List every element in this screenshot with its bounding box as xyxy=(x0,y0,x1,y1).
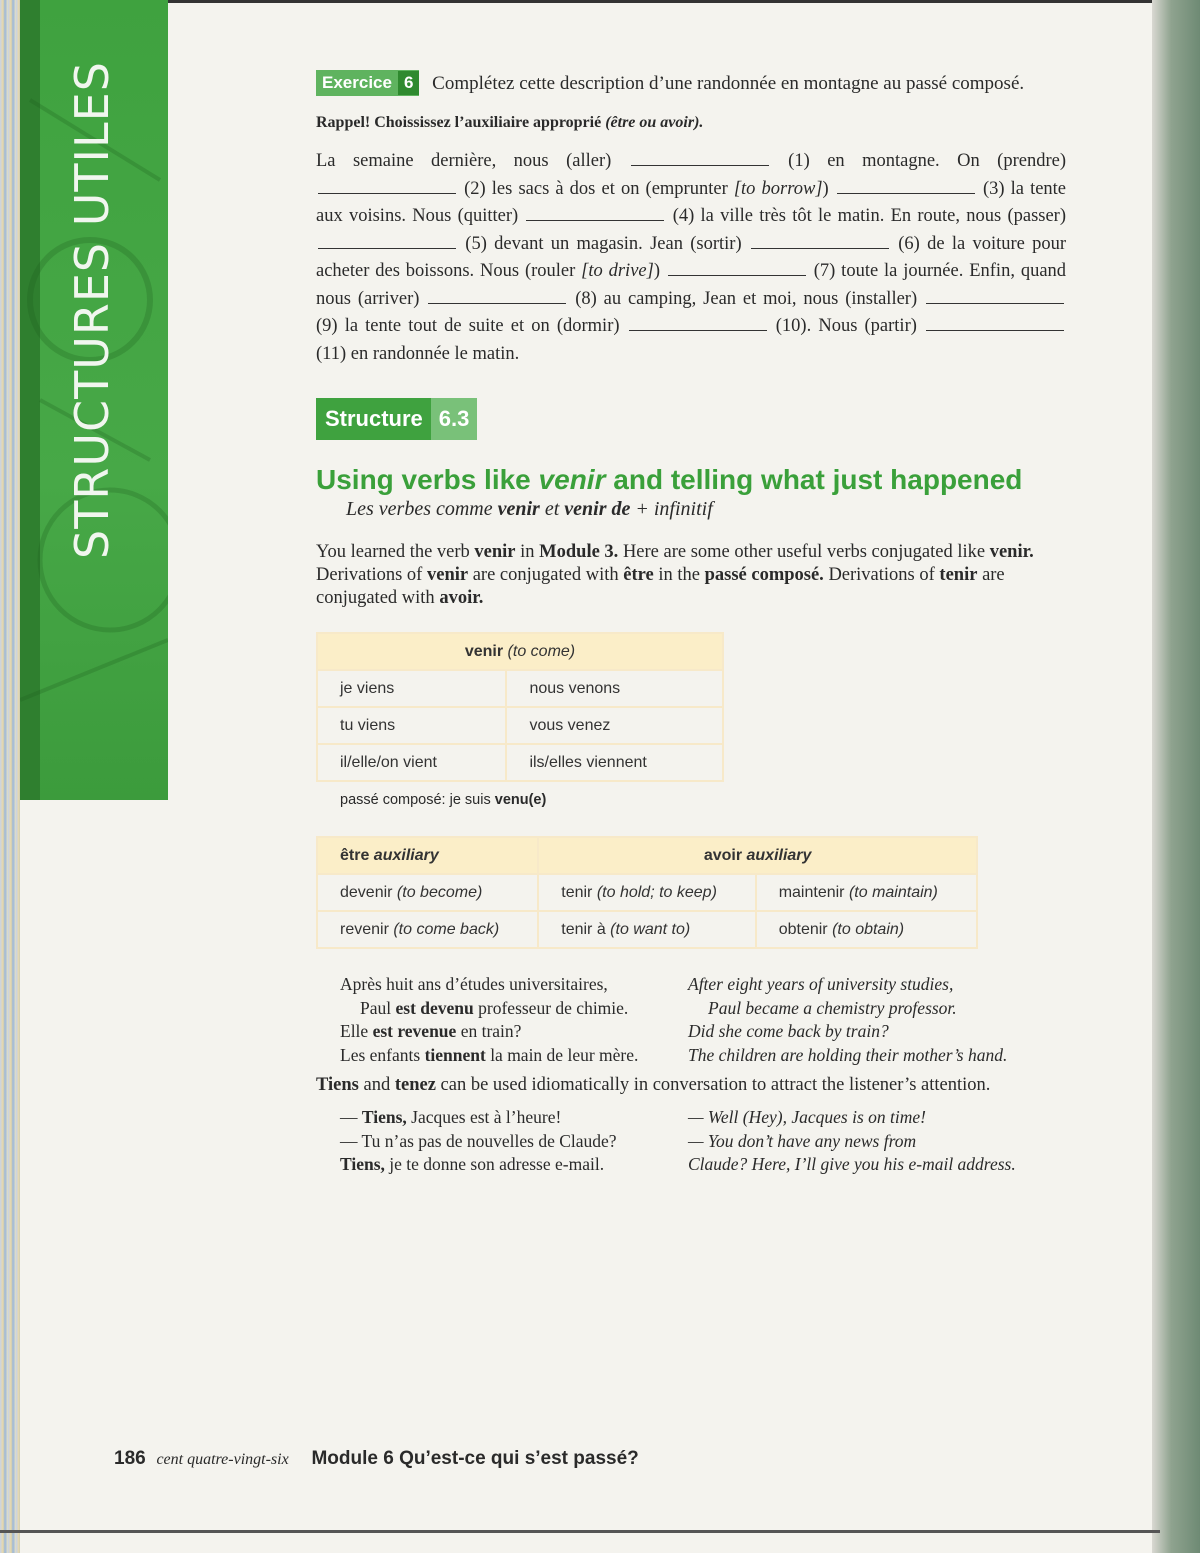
table-cell: tu viens xyxy=(317,707,506,744)
intro-bold: être xyxy=(623,565,654,585)
english-translations xyxy=(688,1106,1068,1177)
example-text: Elle xyxy=(340,1021,373,1041)
intro-bold: venir. xyxy=(989,542,1034,562)
example-line: — Tu n’as pas de nouvelles de Claude? xyxy=(340,1130,617,1151)
example-bold: Tiens, xyxy=(361,1107,407,1127)
passe-compose-note xyxy=(340,792,1066,808)
page-top-edge xyxy=(0,0,1200,3)
gloss: (to want to) xyxy=(605,920,691,938)
example-text: en train? xyxy=(456,1021,522,1041)
pc-label: passé composé: je suis xyxy=(340,792,495,808)
french-examples xyxy=(316,973,688,1067)
exercise-segment: (10). Nous (partir) xyxy=(775,316,917,336)
table-cell xyxy=(317,911,538,948)
table-row xyxy=(317,670,723,707)
subtitle-part: + infinitif xyxy=(630,498,713,520)
header-part: auxiliary xyxy=(746,846,812,864)
table-cell xyxy=(538,874,755,911)
table-cell: je viens xyxy=(317,670,506,707)
intro-paragraph xyxy=(316,541,1066,610)
intro-text: are conjugated with xyxy=(468,565,624,585)
subtitle-part: Les verbes comme xyxy=(346,498,498,520)
exercise-segment: ) xyxy=(653,261,660,281)
page-bottom-edge xyxy=(0,1530,1160,1533)
exercise-tag xyxy=(316,70,419,96)
example-bold: est revenue xyxy=(372,1021,457,1041)
example-text: Paul xyxy=(360,997,396,1018)
exercise-segment: (3) la tente aux voisins. Nous (quitter) xyxy=(316,178,1067,226)
answer-blank-9[interactable] xyxy=(926,289,1064,304)
page-binding-edge-right xyxy=(1152,0,1200,1553)
exercise-number: 6 xyxy=(398,71,419,95)
intro-text: You learned the verb xyxy=(316,542,475,562)
french-examples xyxy=(316,1106,688,1177)
table-row xyxy=(317,744,723,781)
translation-line: Paul became a chemistry professor. xyxy=(708,997,957,1018)
gloss: (to become) xyxy=(392,883,483,901)
table-cell: ils/elles viennent xyxy=(506,744,723,781)
verb: obtenir xyxy=(778,920,828,938)
tiens-note xyxy=(316,1075,1066,1096)
exercise-segment: (9) la tente tout de suite et on (dormir) xyxy=(316,316,620,336)
structure-number: 6.3 xyxy=(431,398,478,440)
intro-bold: venir xyxy=(474,542,516,562)
intro-bold: venir xyxy=(426,565,469,585)
gloss: (to obtain) xyxy=(827,920,905,938)
example-line xyxy=(340,1020,688,1044)
page-number-words: cent quatre-vingt-six xyxy=(156,1451,289,1468)
title-part: venir xyxy=(538,464,606,495)
answer-blank-1[interactable] xyxy=(631,151,769,166)
intro-bold: passé composé. xyxy=(704,565,824,585)
answer-blank-4[interactable] xyxy=(526,206,664,221)
table-cell xyxy=(756,874,977,911)
tiens-text: and xyxy=(358,1075,395,1095)
answer-blank-6[interactable] xyxy=(751,234,889,249)
example-line: Après huit ans d’études universitaires, xyxy=(340,974,608,994)
verb: devenir xyxy=(340,883,393,901)
exercise-segment: (4) la ville très tôt le matin. En route, nous (passer) xyxy=(672,206,1067,226)
example-bold: tiennent xyxy=(424,1044,486,1065)
translation-line: — You don’t have any news from xyxy=(688,1130,917,1151)
exercise-segment: La semaine dernière, nous (aller) xyxy=(316,151,612,171)
section-subtitle xyxy=(346,498,1066,521)
tiens-bold: tenez xyxy=(394,1075,436,1095)
table-cell xyxy=(756,911,977,948)
exercise-segment: (1) en montagne. On (prendre) xyxy=(788,151,1066,171)
exercise-segment: ) xyxy=(822,178,829,199)
title-part: and telling what just happened xyxy=(605,464,1023,495)
gloss: (to maintain) xyxy=(844,883,938,901)
header-gloss: (to come) xyxy=(503,642,576,660)
example-line xyxy=(340,1044,688,1068)
auxiliary-table xyxy=(316,836,978,949)
translation-line: Did she come back by train? xyxy=(688,1021,889,1041)
example-text: — xyxy=(340,1107,362,1127)
answer-blank-5[interactable] xyxy=(318,234,456,249)
intro-bold: avoir. xyxy=(439,588,484,608)
example-bold: est devenu xyxy=(395,997,474,1018)
page-number: 186 xyxy=(114,1448,146,1469)
example-line xyxy=(340,1106,688,1130)
answer-blank-8[interactable] xyxy=(428,289,566,304)
translation-line: The children are holding their mother’s hand. xyxy=(688,1044,1008,1065)
exercise-tag-label: Exercice xyxy=(322,73,392,92)
english-translations xyxy=(688,973,1068,1067)
exercise-segment: (11) en randonnée le matin. xyxy=(316,343,520,364)
header-part: avoir xyxy=(703,846,747,864)
gloss: (to come back) xyxy=(388,920,500,938)
main-content xyxy=(316,70,1066,1177)
etre-header xyxy=(317,837,538,874)
exercise-gloss: [to borrow] xyxy=(733,178,823,199)
example-text: professeur de chimie. xyxy=(473,997,629,1018)
section-label: STRUCTURES UTILES xyxy=(65,61,119,559)
structure-tag-label: Structure xyxy=(325,406,423,431)
table-cell xyxy=(538,911,755,948)
answer-blank-7[interactable] xyxy=(668,261,806,276)
exercise-segment: (6) de la voiture pour acheter des boissons. Nous (rouler xyxy=(316,233,1067,281)
subtitle-part: venir xyxy=(497,498,540,520)
exercise-paragraph xyxy=(316,148,1066,368)
subtitle-part: et xyxy=(539,498,565,520)
verb: tenir xyxy=(561,883,593,901)
pc-form: venu(e) xyxy=(494,792,547,808)
example-line xyxy=(340,997,688,1021)
example-text: la main de leur mère. xyxy=(485,1044,639,1065)
title-part: Using verbs like xyxy=(316,464,539,495)
table-cell xyxy=(317,874,538,911)
intro-bold: Module 3. xyxy=(539,542,619,562)
module-title: Module 6 Qu’est-ce qui s’est passé? xyxy=(311,1448,639,1469)
header-part: auxiliary xyxy=(373,846,439,864)
page-stack-edge-left xyxy=(0,0,20,1553)
header-verb: venir xyxy=(464,642,504,660)
intro-text: in xyxy=(515,542,540,562)
tiens-text: can be used idiomatically in conversation to attract the listener’s attention. xyxy=(435,1075,991,1095)
exercise-reminder xyxy=(316,114,1066,132)
table-row xyxy=(317,707,723,744)
verb: tenir à xyxy=(561,920,606,938)
exercise-segment: (2) les sacs à dos et on (emprunter xyxy=(464,178,728,199)
intro-text: Here are some other useful verbs conjugated like xyxy=(618,542,990,562)
table-row xyxy=(317,874,977,911)
subtitle-part: venir de xyxy=(564,498,631,520)
translation-line: After eight years of university studies, xyxy=(688,974,954,994)
verb: revenir xyxy=(340,920,389,938)
exercise-segment: (8) au camping, Jean et moi, nous (installer) xyxy=(575,288,918,309)
intro-text: in the xyxy=(653,565,705,585)
intro-text: are conjugated with xyxy=(316,565,1005,608)
page-footer xyxy=(114,1448,639,1470)
exercise-gloss: [to drive] xyxy=(581,261,654,281)
intro-text: Derivations of xyxy=(823,565,940,585)
venir-conjugation-table xyxy=(316,632,724,782)
exercise-segment: (7) toute la journée. Enfin, quand nous (arriver) xyxy=(316,261,1067,309)
header-part: être xyxy=(340,846,374,864)
answer-blank-11[interactable] xyxy=(926,316,1064,331)
venir-table-header xyxy=(317,633,723,670)
structure-tag xyxy=(316,398,477,440)
example-sentences xyxy=(316,973,1066,1067)
section-title xyxy=(316,464,1066,496)
reminder-hint: (être ou avoir). xyxy=(605,114,704,131)
translation-line: — Well (Hey), Jacques is on time! xyxy=(688,1107,926,1127)
exercise-instruction: Complétez cette description d’une randonnée en montagne au passé composé. xyxy=(432,73,1025,94)
example-bold: Tiens, xyxy=(340,1154,385,1174)
answer-blank-10[interactable] xyxy=(629,316,767,331)
tiens-examples xyxy=(316,1106,1066,1177)
gloss: (to hold; to keep) xyxy=(592,883,717,901)
verb: maintenir xyxy=(778,883,845,901)
table-cell: nous venons xyxy=(506,670,723,707)
reminder-label: Rappel! Choississez l’auxiliaire approprié xyxy=(316,114,602,131)
example-line xyxy=(340,1153,688,1177)
example-text: Les enfants xyxy=(340,1044,425,1065)
table-cell: vous venez xyxy=(506,707,723,744)
answer-blank-3[interactable] xyxy=(837,179,975,194)
table-cell: il/elle/on vient xyxy=(317,744,506,781)
avoir-header xyxy=(538,837,977,874)
tiens-bold: Tiens xyxy=(316,1075,359,1095)
example-text: je te donne son adresse e-mail. xyxy=(384,1154,605,1174)
exercise-header xyxy=(316,70,1066,96)
translation-line: Claude? Here, I’ll give you his e-mail address. xyxy=(688,1154,1016,1174)
example-text: Jacques est à l’heure! xyxy=(406,1107,562,1127)
exercise-segment: (5) devant un magasin. Jean (sortir) xyxy=(465,233,742,254)
intro-bold: tenir xyxy=(939,565,978,585)
sidebar-band xyxy=(20,0,168,800)
answer-blank-2[interactable] xyxy=(318,179,456,194)
table-row xyxy=(317,911,977,948)
intro-text: Derivations of xyxy=(316,565,427,585)
